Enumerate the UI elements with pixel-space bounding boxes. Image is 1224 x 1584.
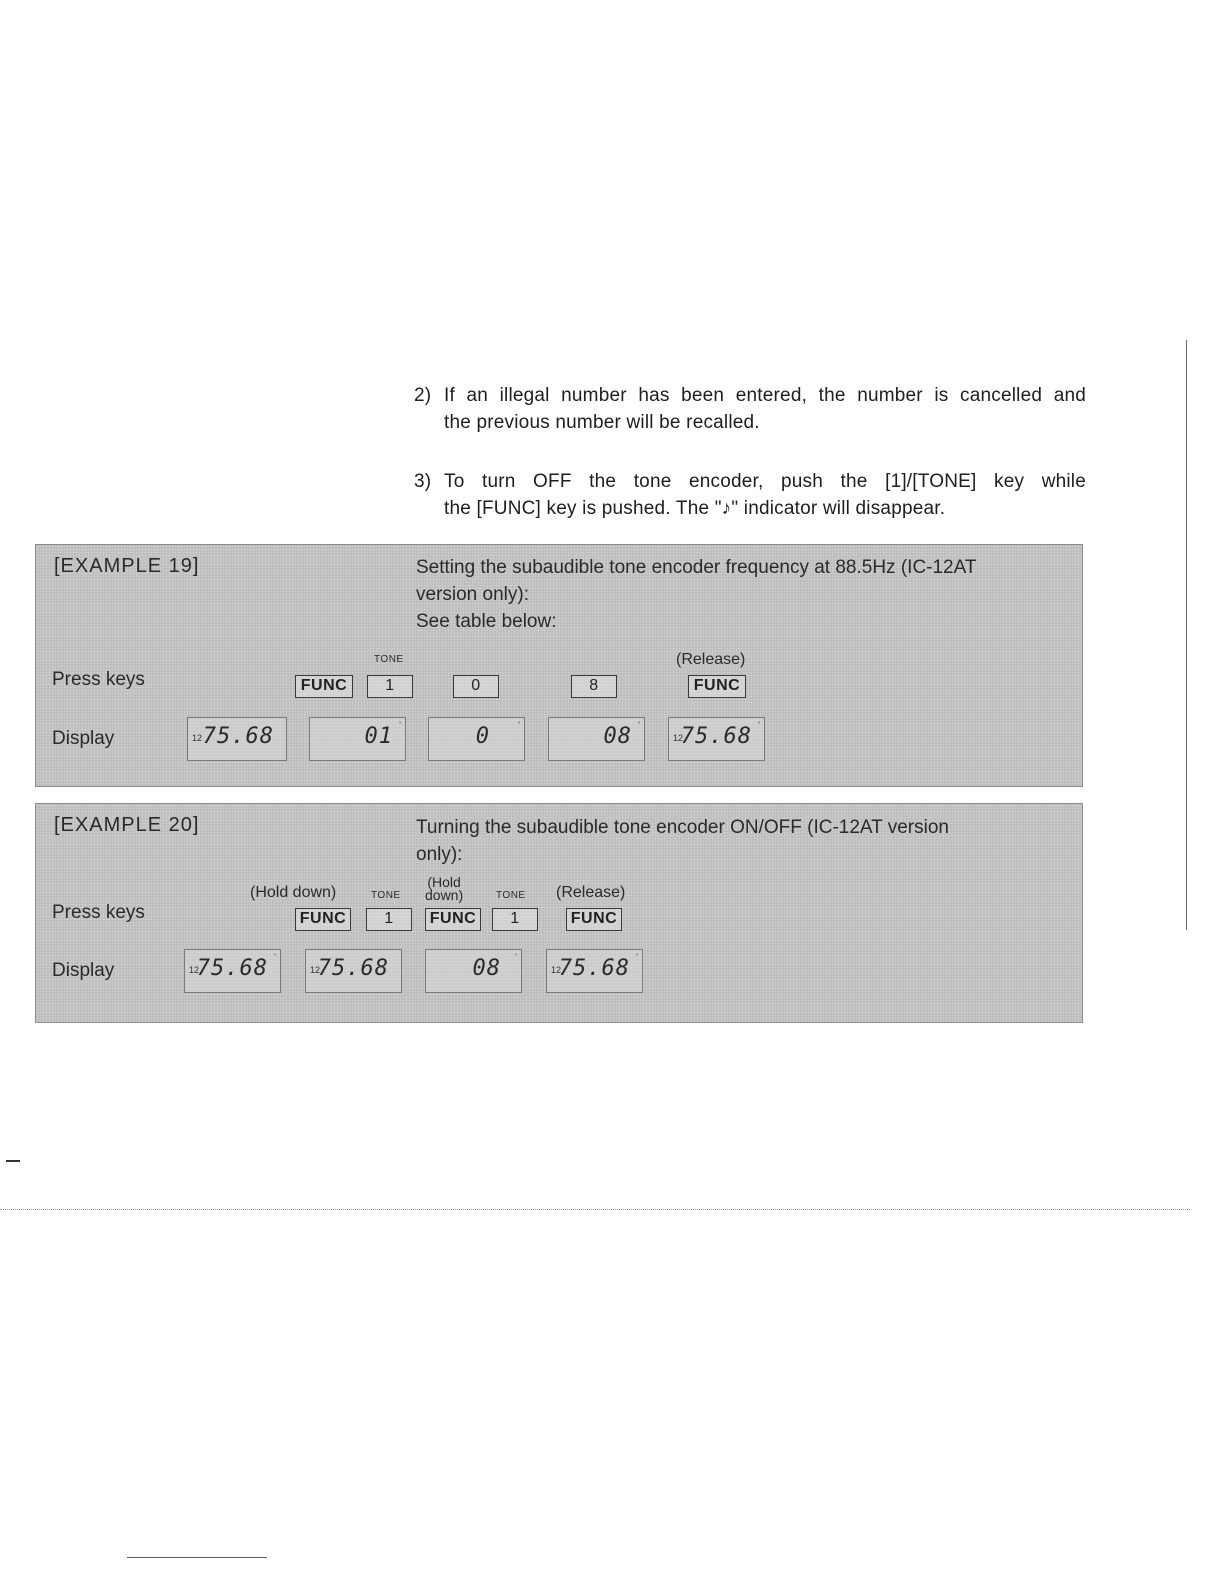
lcd-display: [305, 949, 402, 993]
hold-down-label: (Hold down): [250, 884, 337, 901]
hold-label: [425, 876, 463, 902]
example-description: [416, 814, 949, 868]
release-label: (Release): [556, 884, 626, 901]
func-key[interactable]: FUNC: [295, 675, 353, 698]
press-keys-label: Press keys: [52, 902, 145, 923]
func-key[interactable]: FUNC: [425, 908, 481, 931]
key-1[interactable]: 1: [367, 675, 413, 698]
example-title: [EXAMPLE 20]: [54, 814, 200, 836]
lcd-tick: ’: [518, 720, 520, 730]
lcd-display: [548, 717, 645, 761]
key-8[interactable]: 8: [571, 675, 617, 698]
lcd-prefix: 12: [192, 733, 203, 743]
tone-label: TONE: [374, 654, 404, 665]
lcd-display: [425, 949, 522, 993]
paragraph-line: If an illegal number has been entered, the number is cancelled and: [444, 385, 1086, 406]
lcd-tick: ’: [399, 720, 401, 730]
paragraph-line: To turn OFF the tone encoder, push the [1]/[TONE] key while: [444, 471, 1086, 492]
right-margin-rule: [1186, 340, 1187, 930]
lcd-display: [668, 717, 765, 761]
tone-label: TONE: [371, 890, 401, 901]
paragraph-number: 2): [414, 385, 432, 406]
key-1[interactable]: 1: [492, 908, 538, 931]
func-key[interactable]: FUNC: [566, 908, 622, 931]
lcd-tick: ’: [638, 720, 640, 730]
lcd-value: 75.68: [558, 956, 630, 981]
footer-blue-line: [127, 1557, 267, 1558]
lcd-value: 08: [472, 956, 501, 981]
hold-label-top: (Hold: [427, 874, 461, 890]
func-key[interactable]: FUNC: [295, 908, 351, 931]
key-0[interactable]: 0: [453, 675, 499, 698]
lcd-prefix: 12: [310, 965, 321, 975]
press-keys-label: Press keys: [52, 669, 145, 690]
display-label: Display: [52, 960, 115, 981]
description-line: See table below:: [416, 611, 557, 632]
lcd-display: [187, 717, 287, 761]
release-label: (Release): [676, 651, 746, 668]
lcd-tick: ’: [636, 952, 638, 962]
example-19-panel: [35, 544, 1083, 787]
example-description: [416, 554, 977, 635]
lcd-value: 01: [364, 724, 393, 749]
lcd-display: [428, 717, 525, 761]
paragraph-number: 3): [414, 471, 432, 492]
lcd-value: 75.68: [196, 956, 268, 981]
lcd-tick: ’: [274, 952, 276, 962]
lcd-prefix: 12: [551, 965, 562, 975]
display-label: Display: [52, 728, 115, 749]
lcd-prefix: 12: [189, 965, 200, 975]
key-1[interactable]: 1: [366, 908, 412, 931]
func-key[interactable]: FUNC: [688, 675, 746, 698]
description-line: Setting the subaudible tone encoder frequency at 88.5Hz (IC-12AT: [416, 557, 977, 578]
lcd-tick: ’: [758, 720, 760, 730]
lcd-value: 08: [603, 724, 632, 749]
hold-label-bottom: down): [425, 887, 464, 903]
paragraph-line: the previous number will be recalled.: [444, 412, 760, 433]
example-20-panel: [35, 803, 1083, 1023]
paragraph-2: [414, 382, 1086, 436]
lcd-display: [309, 717, 406, 761]
lcd-value: 75.68: [680, 724, 752, 749]
lcd-prefix: 12: [673, 733, 684, 743]
lcd-display: [546, 949, 643, 993]
lcd-value: 75.68: [202, 724, 274, 749]
lcd-tick: ’: [515, 952, 517, 962]
description-line: Turning the subaudible tone encoder ON/OFF (IC-12AT version: [416, 817, 949, 838]
paragraph-3: [414, 468, 1086, 522]
tone-label: TONE: [496, 890, 526, 901]
example-title: [EXAMPLE 19]: [54, 555, 200, 577]
left-edge-mark: [6, 1160, 20, 1162]
description-line: version only):: [416, 584, 529, 605]
lcd-display: [184, 949, 281, 993]
description-line: only):: [416, 844, 463, 865]
bottom-dotted-rule: [0, 1209, 1190, 1210]
paragraph-line: the [FUNC] key is pushed. The "♪" indicator will disappear.: [444, 498, 946, 519]
lcd-value: 0: [475, 724, 490, 749]
lcd-value: 75.68: [317, 956, 389, 981]
